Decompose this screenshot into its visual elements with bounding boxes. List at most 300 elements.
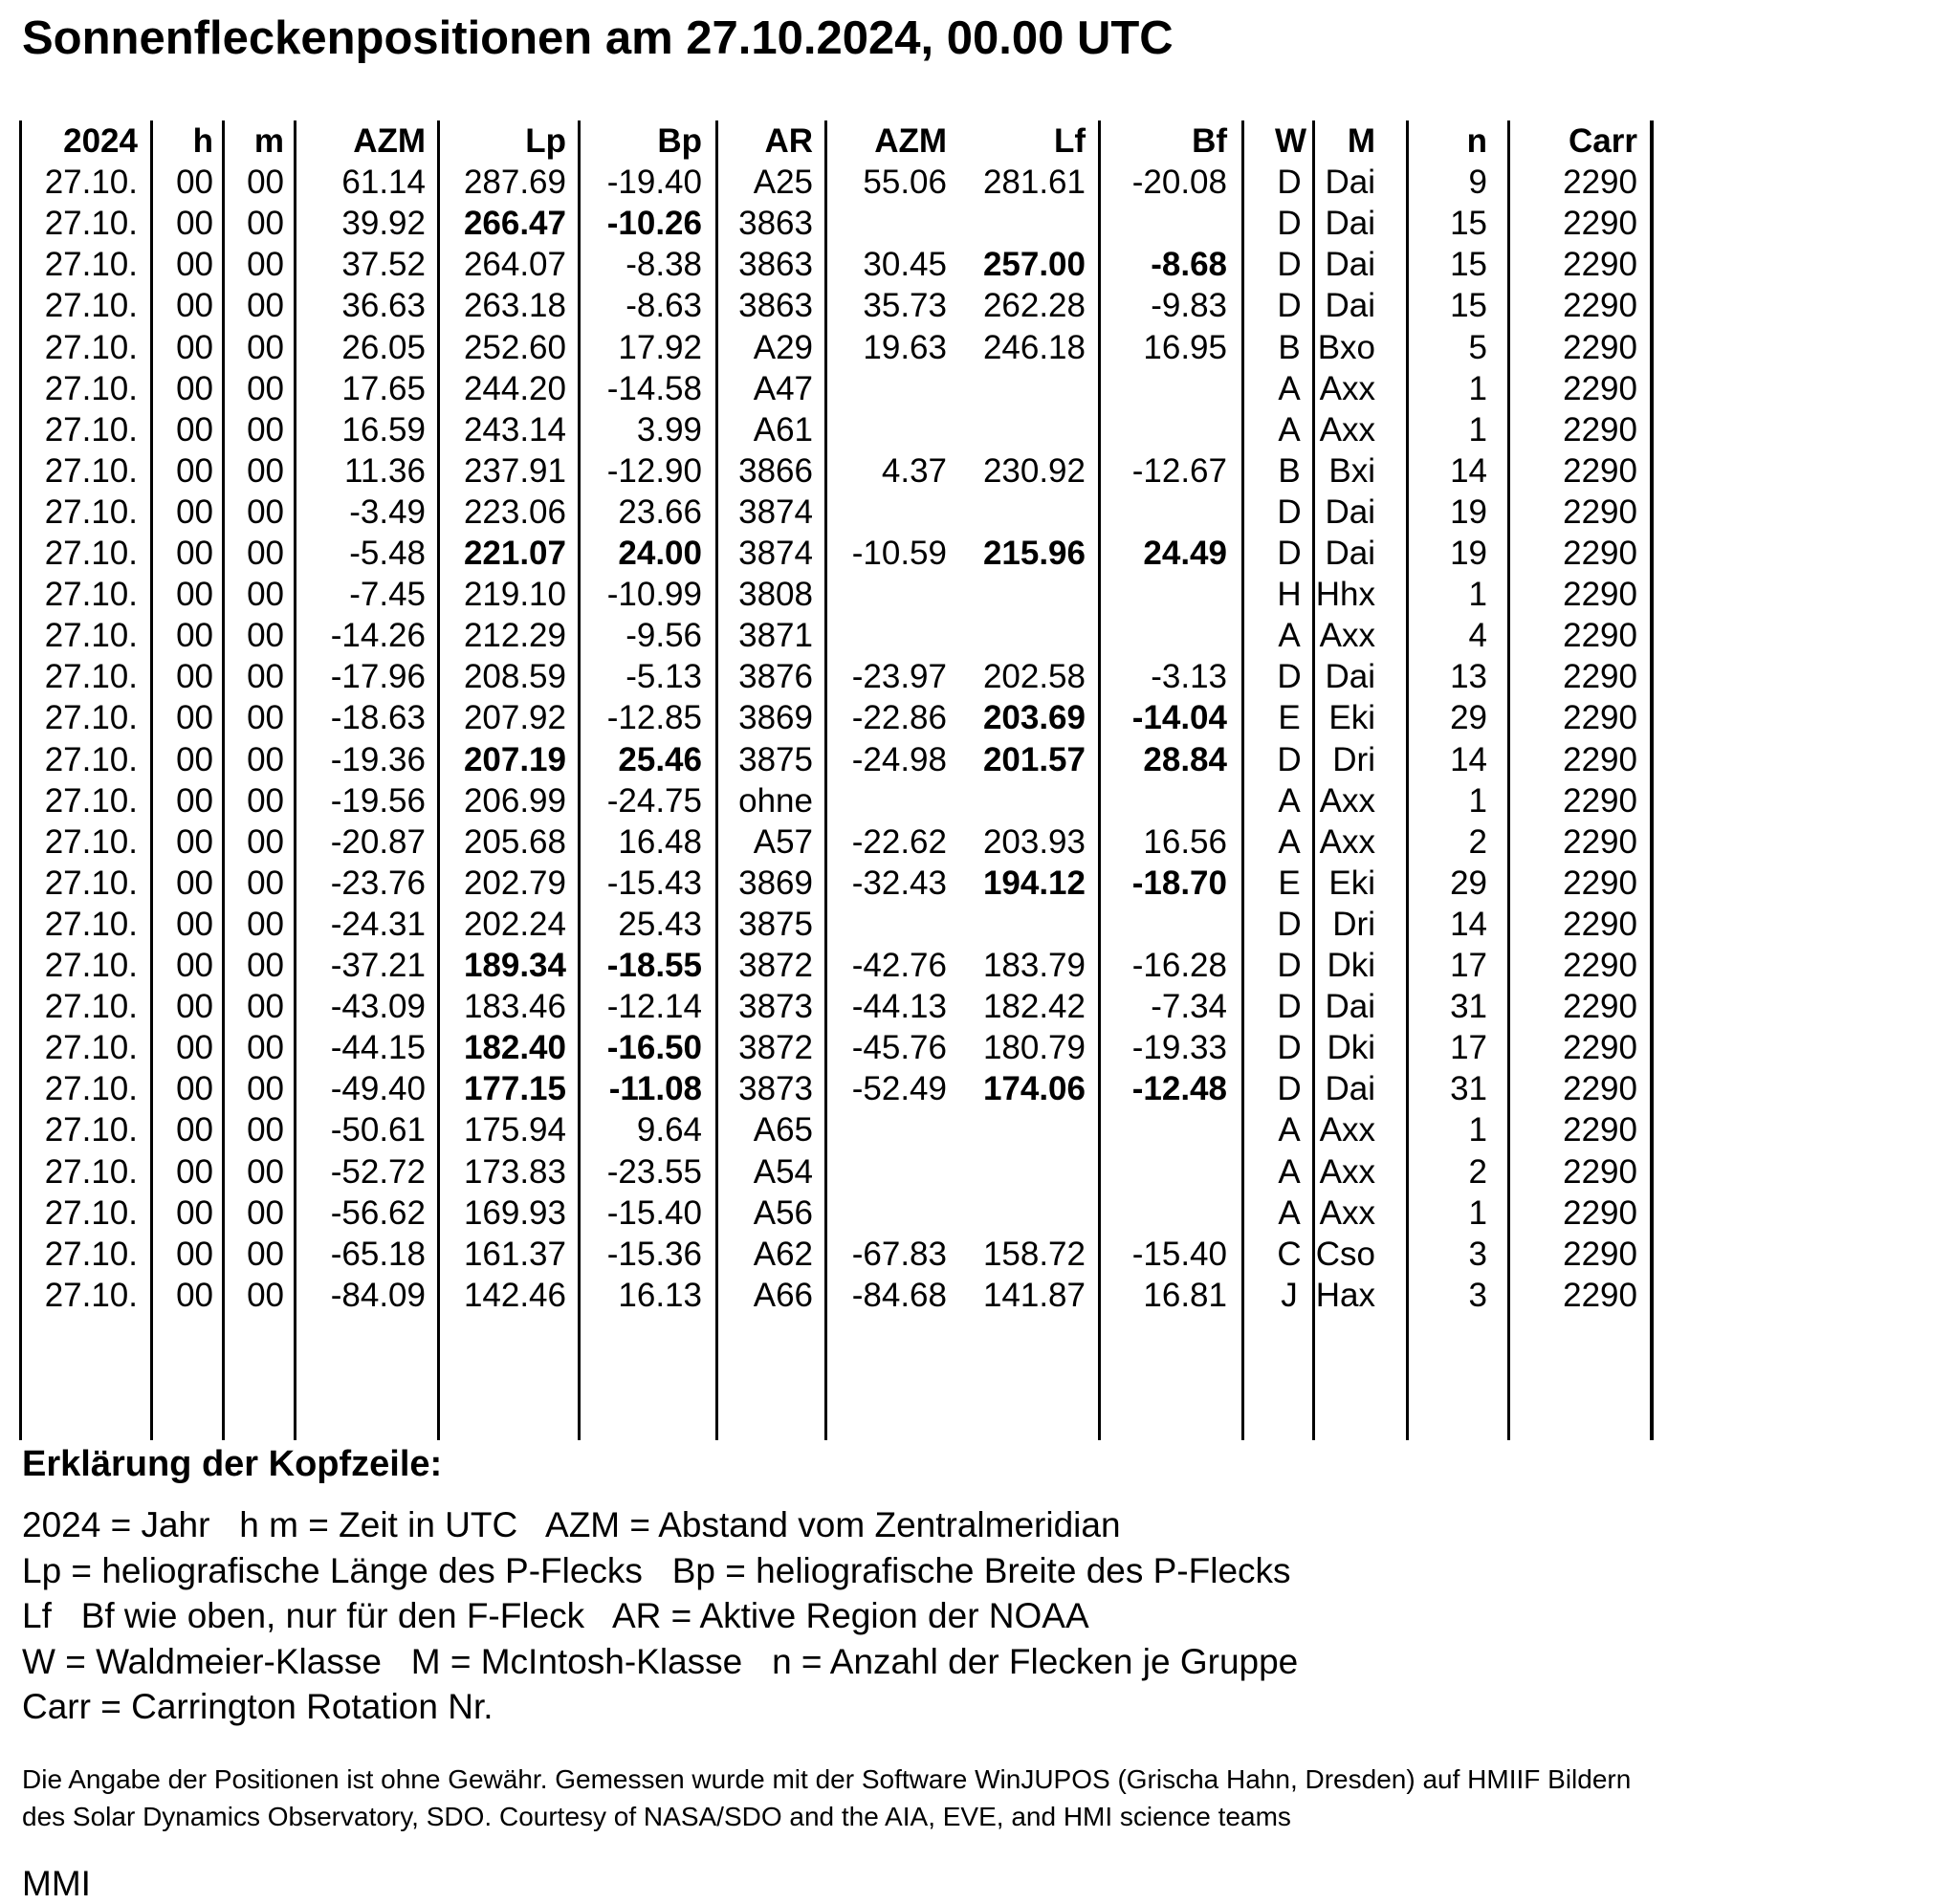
cell-h: 00	[176, 740, 213, 778]
cell-n: 1	[1468, 369, 1487, 407]
cell-bf: -3.13	[1151, 658, 1227, 696]
cell-carr: 2290	[1563, 1070, 1637, 1108]
cell-w: D	[1277, 287, 1302, 325]
cell-m-class: Axx	[1319, 822, 1375, 861]
cell-lf: 281.61	[982, 164, 1086, 202]
cell-azm-p: 26.05	[341, 328, 426, 366]
cell-ar: A65	[753, 1111, 813, 1149]
cell-w: D	[1277, 1070, 1302, 1108]
cell-carr: 2290	[1563, 287, 1637, 325]
cell-n: 3	[1468, 1276, 1487, 1314]
cell-bp: -24.75	[606, 781, 702, 820]
cell-azm-p: -52.72	[330, 1152, 426, 1191]
cell-bp: -23.55	[606, 1152, 702, 1191]
cell-m-class: Dai	[1325, 988, 1375, 1026]
cell-n: 13	[1450, 658, 1487, 696]
cell-carr: 2290	[1563, 781, 1637, 820]
cell-bp: -19.40	[606, 164, 702, 202]
cell-bp: -5.13	[625, 658, 702, 696]
cell-h: 00	[176, 781, 213, 820]
cell-w: H	[1277, 576, 1302, 614]
cell-lp: 189.34	[463, 947, 566, 984]
cell-h: 00	[176, 1029, 213, 1067]
cell-m-class: Dai	[1325, 246, 1375, 284]
signature: MMI	[22, 1864, 91, 1903]
cell-m-class: Dki	[1327, 947, 1375, 984]
cell-carr: 2290	[1563, 1276, 1637, 1314]
cell-m: 00	[247, 492, 284, 531]
cell-m-class: Dai	[1325, 1070, 1375, 1108]
cell-date: 27.10.	[44, 905, 138, 943]
cell-bf: -8.68	[1151, 246, 1227, 284]
cell-n: 5	[1468, 328, 1487, 366]
cell-date: 27.10.	[44, 1070, 138, 1108]
cell-lp: 177.15	[463, 1070, 566, 1108]
cell-azm-f: -84.68	[851, 1276, 947, 1314]
cell-date: 27.10.	[44, 492, 138, 531]
cell-n: 29	[1450, 699, 1487, 737]
cell-m: 00	[247, 864, 284, 902]
cell-bp: -16.50	[606, 1029, 702, 1067]
cell-w: D	[1277, 535, 1302, 572]
cell-w: E	[1278, 699, 1301, 737]
cell-lf: 203.93	[982, 822, 1086, 861]
cell-w: E	[1278, 864, 1301, 902]
cell-bp: 3.99	[636, 410, 702, 449]
cell-bf: -12.48	[1131, 1070, 1227, 1108]
cell-ar: 3808	[738, 576, 813, 614]
cell-h: 00	[176, 369, 213, 407]
cell-date: 27.10.	[44, 535, 138, 572]
cell-m: 00	[247, 822, 284, 861]
cell-w: A	[1278, 410, 1301, 449]
cell-n: 9	[1468, 164, 1487, 202]
cell-lf: 180.79	[982, 1029, 1086, 1067]
cell-ar: 3863	[738, 287, 813, 325]
cell-azm-f: -67.83	[851, 1235, 947, 1273]
cell-bp: -10.99	[606, 576, 702, 614]
cell-w: D	[1277, 988, 1302, 1026]
cell-m-class: Dki	[1327, 1029, 1375, 1067]
cell-m: 00	[247, 1029, 284, 1067]
cell-lp: 221.07	[463, 535, 566, 572]
disclaimer-line-2: des Solar Dynamics Observatory, SDO. Courtesy of NASA/SDO and the AIA, EVE, and HMI science teams	[22, 1802, 1291, 1831]
cell-carr: 2290	[1563, 1152, 1637, 1191]
cell-m: 00	[247, 287, 284, 325]
cell-w: A	[1278, 1193, 1301, 1232]
disclaimer-line-1: Die Angabe der Positionen ist ohne Gewähr. Gemessen wurde mit der Software WinJUPOS (Grischa Hahn, Dresden) auf HMIIF Bildern	[22, 1764, 1632, 1794]
cell-bf: 24.49	[1143, 535, 1227, 572]
cell-azm-f: -22.86	[851, 699, 947, 737]
cell-h: 00	[176, 246, 213, 284]
cell-azm-p: 37.52	[341, 246, 426, 284]
cell-ar: 3869	[738, 864, 813, 902]
cell-azm-p: -37.21	[330, 947, 426, 984]
cell-azm-f: 19.63	[863, 328, 947, 366]
cell-azm-p: 61.14	[341, 164, 426, 202]
cell-h: 00	[176, 287, 213, 325]
cell-ar: A66	[753, 1276, 813, 1314]
cell-w: B	[1278, 328, 1301, 366]
cell-lp: 183.46	[463, 988, 566, 1026]
cell-carr: 2290	[1563, 369, 1637, 407]
cell-w: B	[1278, 451, 1301, 490]
cell-m: 00	[247, 1235, 284, 1273]
cell-carr: 2290	[1563, 1111, 1637, 1149]
cell-h: 00	[176, 905, 213, 943]
cell-azm-p: -17.96	[330, 658, 426, 696]
cell-n: 14	[1450, 740, 1487, 778]
cell-m-class: Axx	[1319, 1111, 1375, 1149]
cell-date: 27.10.	[44, 822, 138, 861]
cell-m-class: Axx	[1319, 1193, 1375, 1232]
cell-lp: 252.60	[463, 328, 566, 366]
legend-line-p-fleck: Lp = heliografische Länge des P-Flecks Bp = heliografische Breite des P-Flecks	[22, 1550, 1291, 1590]
cell-m: 00	[247, 617, 284, 655]
cell-m-class: Axx	[1319, 617, 1375, 655]
cell-carr: 2290	[1563, 205, 1637, 243]
cell-bp: -14.58	[606, 369, 702, 407]
cell-ar: ohne	[738, 781, 813, 820]
cell-lf: 201.57	[982, 740, 1086, 778]
cell-bp: -9.56	[625, 617, 702, 655]
cell-date: 27.10.	[44, 1193, 138, 1232]
cell-date: 27.10.	[44, 947, 138, 984]
cell-m: 00	[247, 246, 284, 284]
cell-bf: -7.34	[1151, 988, 1227, 1026]
cell-lp: 202.79	[463, 864, 566, 902]
cell-azm-f: -45.76	[851, 1029, 947, 1067]
cell-m: 00	[247, 781, 284, 820]
cell-h: 00	[176, 947, 213, 984]
cell-azm-p: -44.15	[330, 1029, 426, 1067]
cell-n: 17	[1450, 947, 1487, 984]
cell-carr: 2290	[1563, 164, 1637, 202]
cell-n: 19	[1450, 492, 1487, 531]
cell-lf: 202.58	[982, 658, 1086, 696]
cell-azm-f: -32.43	[851, 864, 947, 902]
cell-w: A	[1278, 617, 1301, 655]
header-ar: AR	[764, 122, 813, 160]
cell-m-class: Hax	[1315, 1276, 1375, 1314]
cell-carr: 2290	[1563, 617, 1637, 655]
cell-lp: 263.18	[463, 287, 566, 325]
cell-azm-f: -44.13	[851, 988, 947, 1026]
cell-h: 00	[176, 535, 213, 572]
cell-n: 31	[1450, 1070, 1487, 1108]
cell-lp: 208.59	[463, 658, 566, 696]
cell-m: 00	[247, 451, 284, 490]
cell-azm-p: 17.65	[341, 369, 426, 407]
cell-lf: 174.06	[982, 1070, 1086, 1108]
cell-ar: 3872	[738, 1029, 813, 1067]
cell-m: 00	[247, 164, 284, 202]
cell-azm-f: -52.49	[851, 1070, 947, 1108]
cell-date: 27.10.	[44, 1111, 138, 1149]
header-n: n	[1466, 122, 1487, 160]
cell-bp: -10.26	[606, 205, 702, 243]
cell-w: A	[1278, 1152, 1301, 1191]
cell-ar: 3869	[738, 699, 813, 737]
cell-date: 27.10.	[44, 740, 138, 778]
cell-ar: 3873	[738, 988, 813, 1026]
cell-azm-p: 36.63	[341, 287, 426, 325]
cell-w: D	[1277, 658, 1302, 696]
cell-n: 14	[1450, 905, 1487, 943]
cell-carr: 2290	[1563, 864, 1637, 902]
cell-ar: A61	[753, 410, 813, 449]
cell-w: D	[1277, 740, 1302, 778]
cell-m-class: Axx	[1319, 781, 1375, 820]
cell-w: D	[1277, 947, 1302, 984]
cell-lp: 237.91	[463, 451, 566, 490]
header-bp: Bp	[657, 122, 702, 160]
cell-lf: 203.69	[982, 699, 1086, 737]
cell-date: 27.10.	[44, 864, 138, 902]
cell-date: 27.10.	[44, 451, 138, 490]
cell-carr: 2290	[1563, 740, 1637, 778]
cell-lp: 219.10	[463, 576, 566, 614]
cell-lp: 161.37	[463, 1235, 566, 1273]
cell-lf: 158.72	[982, 1235, 1086, 1273]
cell-lf: 246.18	[982, 328, 1086, 366]
cell-lf: 257.00	[982, 246, 1086, 284]
cell-azm-f: -24.98	[851, 740, 947, 778]
cell-h: 00	[176, 492, 213, 531]
cell-carr: 2290	[1563, 822, 1637, 861]
cell-carr: 2290	[1563, 451, 1637, 490]
cell-lf: 182.42	[982, 988, 1086, 1026]
header-carr: Carr	[1569, 122, 1637, 160]
cell-h: 00	[176, 988, 213, 1026]
cell-azm-p: -19.56	[330, 781, 426, 820]
cell-azm-p: -84.09	[330, 1276, 426, 1314]
cell-azm-p: -3.49	[349, 492, 426, 531]
cell-date: 27.10.	[44, 699, 138, 737]
cell-azm-f: -22.62	[851, 822, 947, 861]
cell-date: 27.10.	[44, 658, 138, 696]
cell-m: 00	[247, 576, 284, 614]
cell-h: 00	[176, 1235, 213, 1273]
cell-n: 19	[1450, 535, 1487, 572]
cell-n: 1	[1468, 1111, 1487, 1149]
cell-azm-f: 55.06	[863, 164, 947, 202]
header-azm-f: AZM	[874, 122, 947, 160]
cell-ar: 3874	[738, 535, 813, 572]
cell-m: 00	[247, 658, 284, 696]
cell-bp: -18.55	[606, 947, 702, 984]
cell-bf: -19.33	[1131, 1029, 1227, 1067]
cell-azm-p: -43.09	[330, 988, 426, 1026]
cell-ar: 3876	[738, 658, 813, 696]
cell-n: 15	[1450, 246, 1487, 284]
disclaimer	[22, 1761, 1949, 1835]
cell-carr: 2290	[1563, 658, 1637, 696]
cell-lp: 207.92	[463, 699, 566, 737]
cell-date: 27.10.	[44, 576, 138, 614]
cell-ar: A57	[753, 822, 813, 861]
cell-carr: 2290	[1563, 988, 1637, 1026]
cell-h: 00	[176, 164, 213, 202]
cell-ar: A62	[753, 1235, 813, 1273]
cell-lp: 243.14	[463, 410, 566, 449]
cell-lp: 175.94	[463, 1111, 566, 1149]
cell-azm-p: -49.40	[330, 1070, 426, 1108]
cell-bp: -15.40	[606, 1193, 702, 1232]
header-lf: Lf	[1053, 122, 1086, 160]
cell-azm-p: 39.92	[341, 205, 426, 243]
cell-ar: A25	[753, 164, 813, 202]
cell-bp: -15.36	[606, 1235, 702, 1273]
header-bf: Bf	[1192, 122, 1227, 160]
cell-m: 00	[247, 205, 284, 243]
cell-bp: -12.90	[606, 451, 702, 490]
cell-n: 4	[1468, 617, 1487, 655]
cell-date: 27.10.	[44, 164, 138, 202]
cell-carr: 2290	[1563, 699, 1637, 737]
cell-ar: 3863	[738, 246, 813, 284]
cell-lf: 230.92	[982, 451, 1086, 490]
cell-azm-p: -7.45	[349, 576, 426, 614]
cell-azm-p: -5.48	[349, 535, 426, 572]
cell-bf: 16.81	[1143, 1276, 1227, 1314]
cell-m-class: Dri	[1332, 740, 1375, 778]
cell-w: A	[1278, 822, 1301, 861]
legend-line-f-fleck: Lf Bf wie oben, nur für den F-Fleck AR = Aktive Region der NOAA	[22, 1596, 1089, 1635]
cell-m-class: Axx	[1319, 369, 1375, 407]
cell-m-class: Eki	[1328, 864, 1375, 902]
cell-lp: 212.29	[463, 617, 566, 655]
cell-m-class: Cso	[1315, 1235, 1375, 1273]
cell-ar: A47	[753, 369, 813, 407]
cell-ar: A29	[753, 328, 813, 366]
cell-h: 00	[176, 576, 213, 614]
cell-lp: 142.46	[463, 1276, 566, 1314]
cell-ar: 3875	[738, 740, 813, 778]
cell-bp: -15.43	[606, 864, 702, 902]
cell-m: 00	[247, 1193, 284, 1232]
cell-bp: -12.14	[606, 988, 702, 1026]
cell-azm-f: -23.97	[851, 658, 947, 696]
cell-date: 27.10.	[44, 287, 138, 325]
cell-m-class: Eki	[1328, 699, 1375, 737]
cell-m: 00	[247, 328, 284, 366]
cell-carr: 2290	[1563, 492, 1637, 531]
cell-carr: 2290	[1563, 576, 1637, 614]
cell-m-class: Dai	[1325, 287, 1375, 325]
cell-azm-p: -23.76	[330, 864, 426, 902]
cell-m: 00	[247, 988, 284, 1026]
cell-m-class: Dri	[1332, 905, 1375, 943]
cell-ar: A54	[753, 1152, 813, 1191]
cell-m: 00	[247, 1111, 284, 1149]
cell-m: 00	[247, 1152, 284, 1191]
cell-lp: 244.20	[463, 369, 566, 407]
cell-azm-p: -14.26	[330, 617, 426, 655]
cell-lp: 202.24	[463, 905, 566, 943]
cell-n: 1	[1468, 1193, 1487, 1232]
cell-w: D	[1277, 492, 1302, 531]
cell-m-class: Dai	[1325, 205, 1375, 243]
cell-carr: 2290	[1563, 947, 1637, 984]
cell-carr: 2290	[1563, 1029, 1637, 1067]
cell-azm-f: 35.73	[863, 287, 947, 325]
cell-bp: -11.08	[608, 1070, 702, 1108]
cell-h: 00	[176, 658, 213, 696]
legend-title: Erklärung der Kopfzeile:	[22, 1444, 443, 1484]
cell-bf: -12.67	[1131, 451, 1227, 490]
cell-azm-p: -20.87	[330, 822, 426, 861]
cell-azm-p: -24.31	[330, 905, 426, 943]
cell-h: 00	[176, 699, 213, 737]
cell-h: 00	[176, 328, 213, 366]
legend-line-carrington: Carr = Carrington Rotation Nr.	[22, 1687, 494, 1726]
cell-w: D	[1277, 164, 1302, 202]
cell-date: 27.10.	[44, 1152, 138, 1191]
header-date: 2024	[63, 122, 138, 160]
cell-ar: 3873	[738, 1070, 813, 1108]
cell-azm-p: 16.59	[341, 410, 426, 449]
cell-n: 17	[1450, 1029, 1487, 1067]
cell-w: A	[1278, 369, 1301, 407]
cell-azm-p: -65.18	[330, 1235, 426, 1273]
cell-n: 15	[1450, 287, 1487, 325]
cell-lf: 215.96	[982, 535, 1086, 572]
cell-h: 00	[176, 410, 213, 449]
cell-date: 27.10.	[44, 205, 138, 243]
cell-m-class: Dai	[1325, 535, 1375, 572]
cell-n: 2	[1468, 1152, 1487, 1191]
cell-azm-p: -19.36	[330, 740, 426, 778]
cell-m: 00	[247, 947, 284, 984]
cell-bf: 28.84	[1143, 740, 1227, 778]
header-m-class: M	[1347, 122, 1375, 160]
cell-h: 00	[176, 205, 213, 243]
cell-lf: 141.87	[982, 1276, 1086, 1314]
cell-lp: 205.68	[463, 822, 566, 861]
cell-date: 27.10.	[44, 328, 138, 366]
cell-m: 00	[247, 699, 284, 737]
cell-azm-p: 11.36	[344, 451, 426, 490]
cell-azm-p: -50.61	[330, 1111, 426, 1149]
cell-lp: 264.07	[463, 246, 566, 284]
cell-ar: 3866	[738, 451, 813, 490]
cell-m: 00	[247, 1276, 284, 1314]
cell-m-class: Bxo	[1317, 328, 1375, 366]
cell-m: 00	[247, 740, 284, 778]
cell-bp: 16.13	[618, 1276, 702, 1314]
cell-ar: A56	[753, 1193, 813, 1232]
cell-n: 3	[1468, 1235, 1487, 1273]
cell-h: 00	[176, 822, 213, 861]
cell-ar: 3875	[738, 905, 813, 943]
cell-w: D	[1277, 246, 1302, 284]
cell-n: 1	[1468, 410, 1487, 449]
cell-w: D	[1277, 905, 1302, 943]
cell-m-class: Bxi	[1328, 451, 1375, 490]
cell-lf: 262.28	[982, 287, 1086, 325]
cell-carr: 2290	[1563, 246, 1637, 284]
cell-bp: 16.48	[618, 822, 702, 861]
cell-m-class: Dai	[1325, 658, 1375, 696]
cell-w: D	[1277, 1029, 1302, 1067]
legend-line-classes: W = Waldmeier-Klasse M = McIntosh-Klasse n = Anzahl der Flecken je Gruppe	[22, 1641, 1299, 1681]
legend-line-time-azm: 2024 = Jahr h m = Zeit in UTC AZM = Abstand vom Zentralmeridian	[22, 1505, 1121, 1544]
cell-m-class: Dai	[1325, 492, 1375, 531]
cell-carr: 2290	[1563, 905, 1637, 943]
cell-azm-f: -10.59	[851, 535, 947, 572]
cell-ar: 3871	[738, 617, 813, 655]
